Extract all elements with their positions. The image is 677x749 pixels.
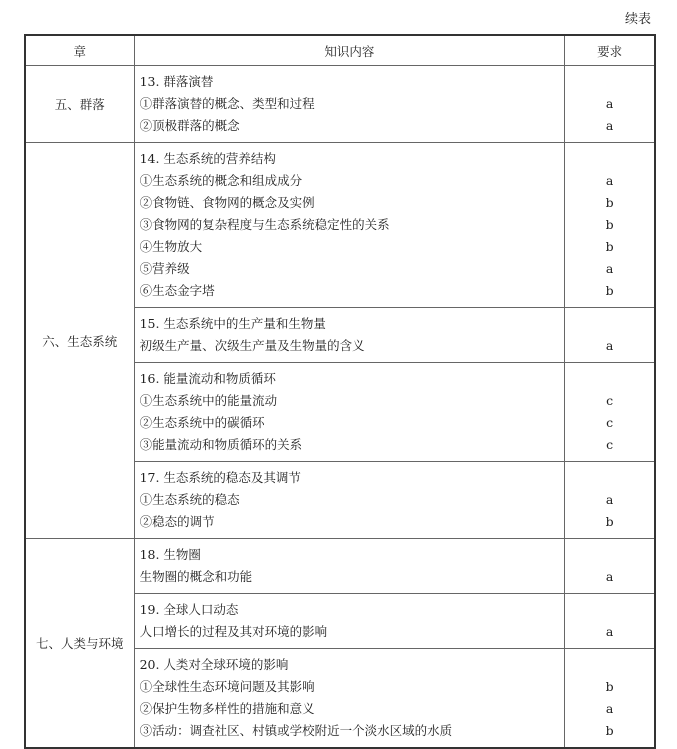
requirement-blank bbox=[565, 467, 654, 489]
requirement-level: a bbox=[605, 96, 614, 111]
requirement-level: c bbox=[606, 393, 614, 408]
requirement-level: b bbox=[605, 239, 614, 254]
requirement-blank bbox=[565, 313, 654, 335]
content-item: ①全球性生态环境问题及其影响 bbox=[139, 679, 315, 694]
section-title: 15. 生态系统中的生产量和生物量 bbox=[139, 316, 326, 331]
content-item: 初级生产量、次级生产量及生物量的含义 bbox=[139, 338, 365, 353]
requirement-level: a bbox=[605, 338, 614, 353]
content-item: ②生态系统中的碳循环 bbox=[139, 415, 265, 430]
content-cell bbox=[134, 66, 565, 143]
content-cell bbox=[134, 308, 565, 363]
content-item: 生物圈的概念和功能 bbox=[139, 569, 253, 584]
curriculum-table bbox=[24, 34, 656, 749]
content-item: ①生态系统中的能量流动 bbox=[139, 393, 278, 408]
continued-label: 续表 bbox=[624, 12, 651, 27]
requirement-level: a bbox=[605, 492, 614, 507]
content-item: ⑥生态金字塔 bbox=[139, 283, 215, 298]
content-item: ②稳态的调节 bbox=[139, 514, 215, 529]
requirement-level: a bbox=[605, 569, 614, 584]
table-row bbox=[25, 143, 655, 308]
requirement-blank bbox=[565, 599, 654, 621]
header-chapter: 章 bbox=[25, 35, 134, 66]
requirement-level: a bbox=[605, 624, 614, 639]
content-item: ②顶极群落的概念 bbox=[139, 118, 240, 133]
requirement-cell bbox=[565, 594, 655, 649]
header-requirement: 要求 bbox=[565, 35, 655, 66]
requirement-level: b bbox=[605, 723, 614, 738]
requirement-blank bbox=[565, 544, 654, 566]
requirement-level: b bbox=[605, 514, 614, 529]
content-cell bbox=[134, 539, 565, 594]
content-item: ①生态系统的稳态 bbox=[139, 492, 240, 507]
requirement-cell bbox=[565, 462, 655, 539]
section-title: 14. 生态系统的营养结构 bbox=[139, 151, 276, 166]
content-cell bbox=[134, 649, 565, 749]
content-item: ②食物链、食物网的概念及实例 bbox=[139, 195, 315, 210]
requirement-level: a bbox=[605, 701, 614, 716]
requirement-level: a bbox=[605, 261, 614, 276]
content-cell bbox=[134, 363, 565, 462]
section-title: 20. 人类对全球环境的影响 bbox=[139, 657, 289, 672]
requirement-blank bbox=[565, 71, 654, 93]
chapter-cell: 六、生态系统 bbox=[25, 143, 134, 539]
content-cell bbox=[134, 143, 565, 308]
requirement-cell bbox=[565, 363, 655, 462]
content-item: ①群落演替的概念、类型和过程 bbox=[139, 96, 315, 111]
content-item: 人口增长的过程及其对环境的影响 bbox=[139, 624, 328, 639]
section-title: 17. 生态系统的稳态及其调节 bbox=[139, 470, 301, 485]
requirement-level: a bbox=[605, 118, 614, 133]
content-item: ③活动：调查社区、村镇或学校附近一个淡水区域的水质 bbox=[139, 723, 453, 738]
requirement-cell bbox=[565, 66, 655, 143]
requirement-cell bbox=[565, 308, 655, 363]
content-cell bbox=[134, 594, 565, 649]
requirement-cell bbox=[565, 143, 655, 308]
header-content: 知识内容 bbox=[134, 35, 565, 66]
section-title: 18. 生物圈 bbox=[139, 547, 201, 562]
requirement-level: a bbox=[605, 173, 614, 188]
content-item: ③能量流动和物质循环的关系 bbox=[139, 437, 303, 452]
content-item: ⑤营养级 bbox=[139, 261, 190, 276]
requirement-cell bbox=[565, 539, 655, 594]
requirement-blank bbox=[565, 654, 654, 676]
table-row bbox=[25, 66, 655, 143]
requirement-cell bbox=[565, 649, 655, 749]
content-item: ③食物网的复杂程度与生态系统稳定性的关系 bbox=[139, 217, 390, 232]
section-title: 13. 群落演替 bbox=[139, 74, 214, 89]
content-item: ①生态系统的概念和组成成分 bbox=[139, 173, 303, 188]
requirement-level: c bbox=[606, 437, 614, 452]
requirement-level: b bbox=[605, 217, 614, 232]
section-title: 16. 能量流动和物质循环 bbox=[139, 371, 276, 386]
requirement-blank bbox=[565, 148, 654, 170]
content-item: ②保护生物多样性的措施和意义 bbox=[139, 701, 315, 716]
requirement-level: b bbox=[605, 283, 614, 298]
section-title: 19. 全球人口动态 bbox=[139, 602, 239, 617]
requirement-level: b bbox=[605, 679, 614, 694]
content-item: ④生物放大 bbox=[139, 239, 203, 254]
chapter-cell: 七、人类与环境 bbox=[25, 539, 134, 749]
requirement-level: c bbox=[606, 415, 614, 430]
requirement-blank bbox=[565, 368, 654, 390]
table-header-row bbox=[25, 35, 655, 66]
chapter-cell: 五、群落 bbox=[25, 66, 134, 143]
table-row bbox=[25, 539, 655, 594]
requirement-level: b bbox=[605, 195, 614, 210]
content-cell bbox=[134, 462, 565, 539]
